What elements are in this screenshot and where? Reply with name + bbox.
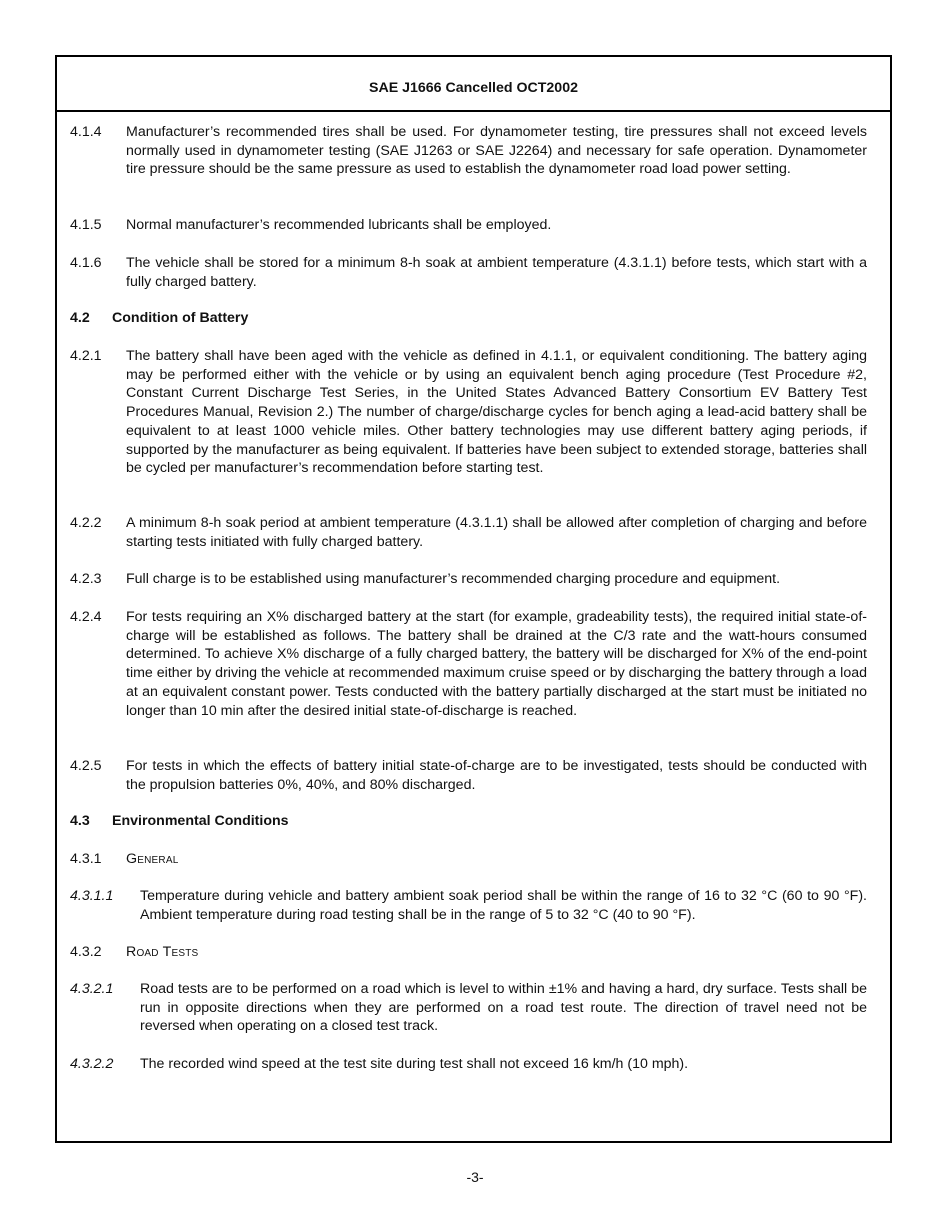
- section-text: The battery shall have been aged with the vehicle as defined in 4.1.1, or equivalent conditioning. The battery aging may be performed either with the vehicle or by using an equivalent bench aging procedure (Test Procedure #2, Constant Current Discharge Test Series, in the United States Advanced Battery Consortium EV Battery Test Procedures Manual, Revision 2.) The number of charge/discharge cycles for bench aging a lead-acid battery shall be equivalent to at least 1000 vehicle miles. Other battery technologies may use different battery aging periods, if supported by the manufacturer as being equivalent. If batteries have been subject to extended storage, batteries shall be cycled per manufacturer’s recommendation before starting test.: [126, 348, 867, 477]
- section-text: The vehicle shall be stored for a minimum 8-h soak at ambient temperature (4.3.1.1) before tests, which start with a fully charged battery.: [126, 255, 867, 290]
- heading-4-2: [70, 309, 867, 328]
- section-text: Full charge is to be established using manufacturer’s recommended charging procedure and equipment.: [126, 571, 781, 587]
- heading-number: 4.2: [70, 310, 90, 326]
- section-4-2-5: [70, 757, 867, 794]
- section-number: 4.1.6: [70, 255, 102, 271]
- heading-number: 4.3: [70, 813, 90, 829]
- subheading-title: General: [126, 851, 179, 867]
- section-number: 4.2.3: [70, 571, 102, 587]
- section-number: 4.3.2.2: [70, 1056, 114, 1072]
- section-number: 4.1.5: [70, 217, 102, 233]
- section-number: 4.2.4: [70, 609, 102, 625]
- section-text: Normal manufacturer’s recommended lubricants shall be employed.: [126, 217, 552, 233]
- section-4-2-4: [70, 608, 867, 720]
- section-4-1-6: [70, 254, 867, 291]
- subheading-4-3-1: [70, 850, 867, 869]
- section-4-3-2-1: [70, 980, 867, 1036]
- subheading-number: 4.3.1: [70, 851, 102, 867]
- section-4-3-1-1: [70, 887, 867, 924]
- heading-4-3: [70, 812, 867, 831]
- heading-title: Environmental Conditions: [112, 813, 289, 829]
- section-4-3-2-2: [70, 1055, 867, 1074]
- section-text: For tests requiring an X% discharged battery at the start (for example, gradeability tests), the required initial state-of-charge will be established as follows. The battery shall be drained at the C/3 rate and the watt-hours consumed determined. To achieve X% discharge of a fully charged battery, the battery will be discharged for X% of the end-point time either by driving the vehicle at recommended maximum cruise speed or by discharging the battery through a load at an equivalent constant power. Tests conducted with the battery partially discharged at the start must be initiated no longer than 10 min after the desired initial state-of-discharge is reached.: [126, 609, 867, 719]
- section-text: The recorded wind speed at the test site during test shall not exceed 16 km/h (10 mph).: [140, 1056, 689, 1072]
- section-text: Road tests are to be performed on a road which is level to within ±1% and having a hard, dry surface. Tests shall be run in opposite directions when they are performed on a road test route. The direction of travel need not be reversed when operating on a closed test track.: [140, 981, 867, 1035]
- subheading-4-3-2: [70, 943, 867, 962]
- section-number: 4.3.1.1: [70, 888, 114, 904]
- section-text: Manufacturer’s recommended tires shall be used. For dynamometer testing, tire pressures shall not exceed levels normally used in dynamometer testing (SAE J1263 or SAE J2264) and necessary for safe operation. Dynamometer tire pressure should be the same pressure as used to establish the dynamometer road load power setting.: [126, 124, 867, 178]
- section-4-2-2: [70, 514, 867, 551]
- section-4-2-1: [70, 347, 867, 478]
- section-4-2-3: [70, 570, 867, 589]
- page-frame: [55, 55, 892, 1143]
- section-number: 4.2.5: [70, 758, 102, 774]
- section-number: 4.2.1: [70, 348, 102, 364]
- section-text: For tests in which the effects of battery initial state-of-charge are to be investigated, tests should be conducted with the propulsion batteries 0%, 40%, and 80% discharged.: [126, 758, 867, 793]
- page-number: -3-: [466, 1169, 484, 1185]
- section-text: Temperature during vehicle and battery ambient soak period shall be within the range of 16 to 32 °C (60 to 90 °F). Ambient temperature during road testing shall be in the range of 5 to 32 °C (40 to 90 °F).: [140, 888, 867, 923]
- heading-title: Condition of Battery: [112, 310, 249, 326]
- section-number: 4.2.2: [70, 515, 102, 531]
- section-number: 4.3.2.1: [70, 981, 114, 997]
- section-number: 4.1.4: [70, 124, 102, 140]
- document-header: [57, 57, 890, 112]
- subheading-title: Road Tests: [126, 944, 199, 960]
- subheading-number: 4.3.2: [70, 944, 102, 960]
- section-4-1-5: [70, 216, 867, 235]
- section-4-1-4: [70, 123, 867, 179]
- document-title: SAE J1666 Cancelled OCT2002: [369, 79, 578, 96]
- section-text: A minimum 8-h soak period at ambient temperature (4.3.1.1) shall be allowed after completion of charging and before starting tests initiated with fully charged battery.: [126, 515, 867, 550]
